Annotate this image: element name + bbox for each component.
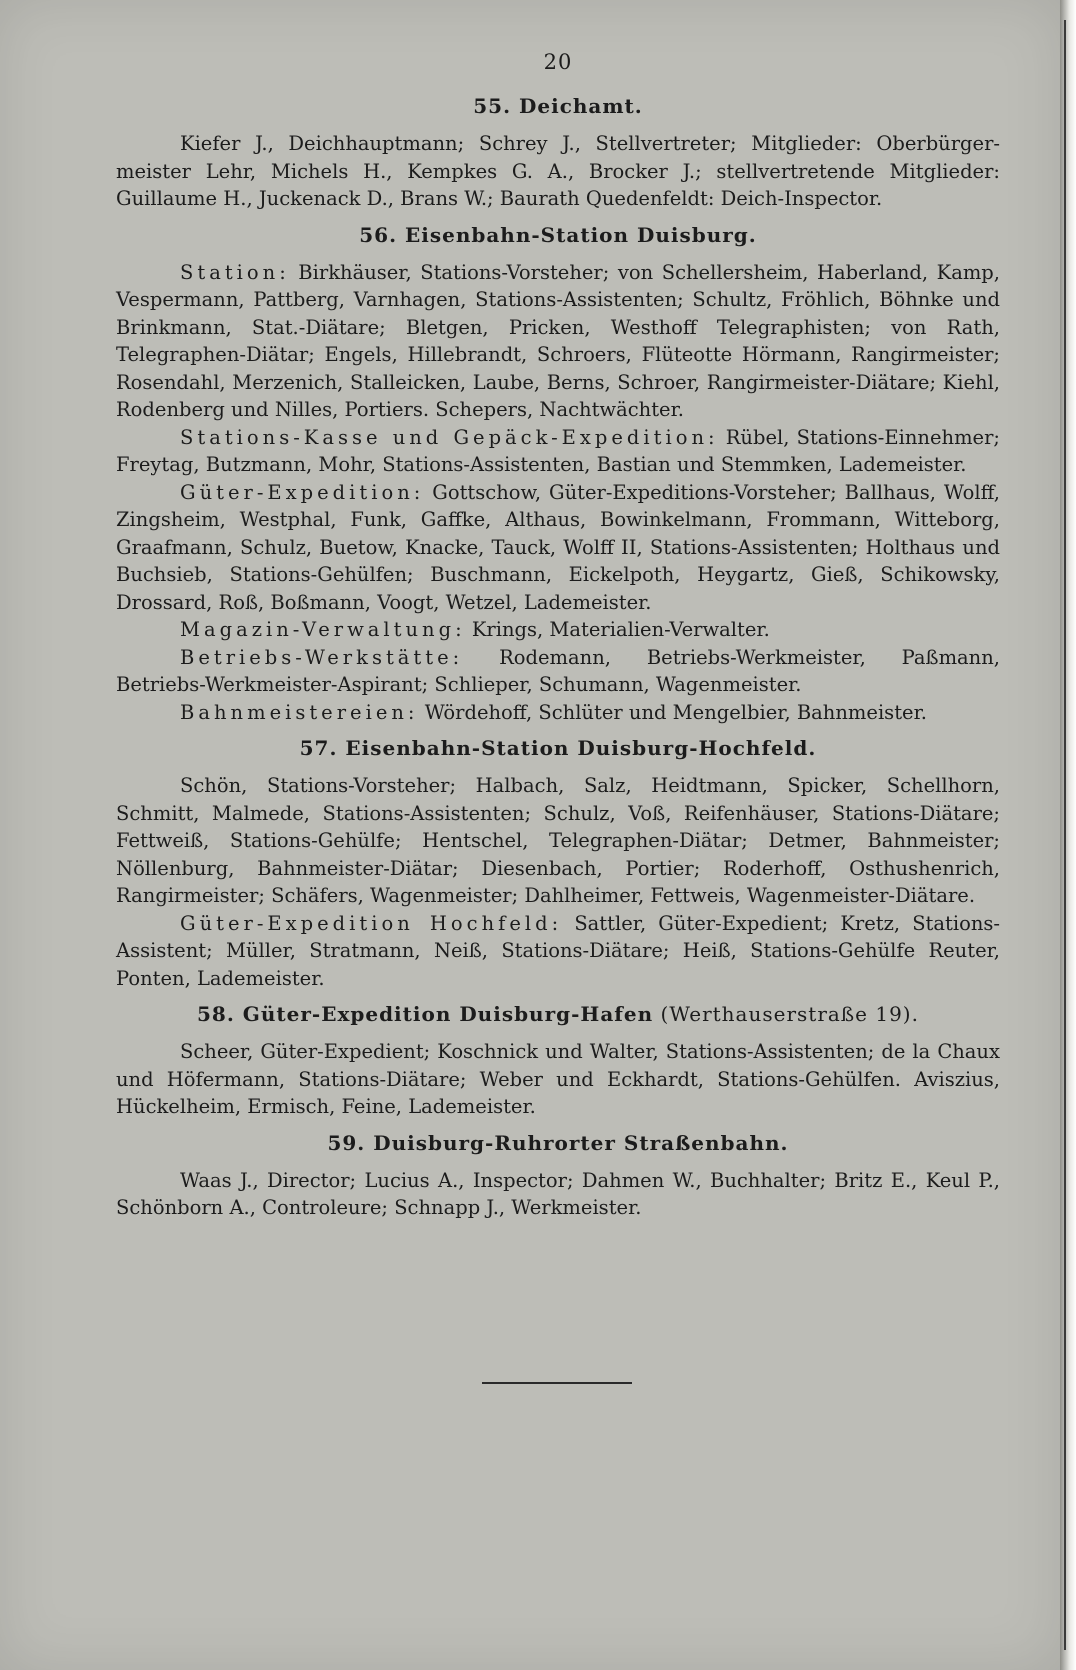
paragraph-label: Bahnmeistereien:	[180, 700, 419, 724]
section-heading	[116, 1002, 1000, 1026]
paragraph-text: Krings, Materialien-Verwalter.	[465, 618, 770, 641]
paragraph-label: Stations-Kasse und Gepäck-Expedition:	[180, 425, 719, 449]
paragraph-text: Scheer, Güter-Expedient; Koschnick und Walter, Stations-Assistenten; de la Chaux und Höfermann, Stations-Diätare; Weber und Eckhardt, Stations-Gehülfen. Aviszius, Hückelheim, Ermisch, Feine, Lademeister.	[116, 1040, 1000, 1118]
paragraph-text: Kiefer J., Deichhauptmann; Schrey J., Stellvertreter; Mitglieder: Oberbürger-meister Lehr, Michels H., Kempkes G. A., Brocker J.; stellvertretende Mitglieder: Guillaume H., Juckenack D., Brans W.; Baurath Quedenfeldt: Deich-Inspector.	[116, 132, 1000, 210]
heading-note: (Werthauserstraße 19).	[653, 1002, 919, 1026]
section-heading: 55. Deichamt.	[473, 94, 643, 118]
paragraph	[116, 699, 1000, 727]
paragraph-label: Station:	[180, 260, 290, 284]
paragraph-text: Sattler, Güter-Expedient; Kretz, Stations-Assistent; Müller, Stratmann, Neiß, Stations-Diätare; Heiß, Stations-Gehülfe Reuter, Ponten, Lademeister.	[116, 911, 1000, 990]
section-57	[116, 736, 1000, 992]
paragraph-label: Güter-Expedition Hochfeld:	[180, 911, 563, 935]
paragraph	[116, 772, 1000, 910]
section-heading: 59. Duisburg-Ruhrorter Straßenbahn.	[327, 1130, 789, 1155]
paragraph-label: Betriebs-Werkstätte:	[180, 645, 464, 669]
closing-rule	[482, 1382, 632, 1384]
paragraph	[116, 424, 1000, 479]
paragraph	[116, 1038, 1000, 1121]
paragraph-text: Schön, Stations-Vorsteher; Halbach, Salz, Heidtmann, Spicker, Schellhorn, Schmitt, Malmede, Stations-Assistenten; Schulz, Voß, Reifenhäuser, Stations-Diätare; Fettweiß, Stations-Gehülfe; Hentschel, Telegraphen-Diätar; Detmer, Bahnmeister; Nöllenburg, Bahnmeister-Diätar; Diesenbach, Portier; Roderhoff, Osthushenrich, Rangirmeister; Schäfers, Wagenmeister; Dahlheimer, Fettweis, Wagenmeister-Diätare.	[116, 774, 1000, 907]
section-56	[116, 223, 1000, 727]
paragraph-text: Birkhäuser, Stations-Vorsteher; von Schellersheim, Haberland, Kamp, Vespermann, Pattberg, Varnhagen, Stations-Assistenten; Schultz, Fröhlich, Böhnke und Brinkmann, Stat.-Diätare; Bletgen, Pricken, Westhoff Telegraphisten; von Rath, Telegraphen-Diätar; Engels, Hillebrandt, Schroers, Flüteotte Hörmann, Rangirmeister; Rosendahl, Merzenich, Stalleicken, Laube, Berns, Schroer, Rangirmeister-Diätare; Kiehl, Rodenberg und Nilles, Portiers. Schepers, Nachtwächter.	[116, 260, 1000, 421]
section-59	[116, 1131, 1000, 1222]
paragraph	[116, 130, 1000, 213]
heading-text: 58. Güter-Expedition Duisburg-Hafen	[197, 1002, 654, 1026]
section-55	[116, 94, 1000, 213]
paragraph-text: Rübel, Stations-Einnehmer; Freytag, Butzmann, Mohr, Stations-Assistenten, Bastian und Stemmken, Lademeister.	[116, 425, 1000, 476]
page-content	[116, 50, 1000, 1384]
paragraph	[116, 616, 1000, 644]
paragraph-text: Gottschow, Güter-Expeditions-Vorsteher; Ballhaus, Wolff, Zingsheim, Westphal, Funk, Gaffke, Althaus, Bowinkelmann, Frommann, Witteborg, Graafmann, Schulz, Buetow, Knacke, Tauck, Wolff II, Stations-Assistenten; Holthaus und Buchsieb, Stations-Gehülfen; Buschmann, Eickelpoth, Heygartz, Gieß, Schikowsky, Drossard, Roß, Boßmann, Voogt, Wetzel, Lademeister.	[116, 480, 1000, 614]
paragraph	[116, 479, 1000, 617]
paragraph-text: Rodemann, Betriebs-Werkmeister, Paßmann, Betriebs-Werkmeister-Aspirant; Schlieper, Schumann, Wagenmeister.	[116, 645, 1000, 696]
section-58	[116, 1002, 1000, 1121]
page-edge-line	[1064, 20, 1066, 1650]
paragraph	[116, 1167, 1000, 1222]
paragraph-label: Magazin-Verwaltung:	[180, 618, 466, 641]
section-heading: 56. Eisenbahn-Station Duisburg.	[359, 222, 757, 247]
paragraph-label: Güter-Expedition:	[180, 480, 425, 504]
paragraph-text: Wördehoff, Schlüter und Mengelbier, Bahnmeister.	[418, 700, 927, 724]
paragraph	[116, 259, 1000, 424]
page-number: 20	[543, 50, 573, 74]
paragraph	[116, 910, 1000, 993]
page-edge	[1060, 0, 1076, 1670]
section-heading: 57. Eisenbahn-Station Duisburg-Hochfeld.	[299, 736, 817, 760]
paragraph	[116, 644, 1000, 699]
paragraph-text: Waas J., Director; Lucius A., Inspector; Dahmen W., Buchhalter; Britz E., Keul P., Schönborn A., Controleure; Schnapp J., Werkmeister.	[116, 1168, 1000, 1219]
